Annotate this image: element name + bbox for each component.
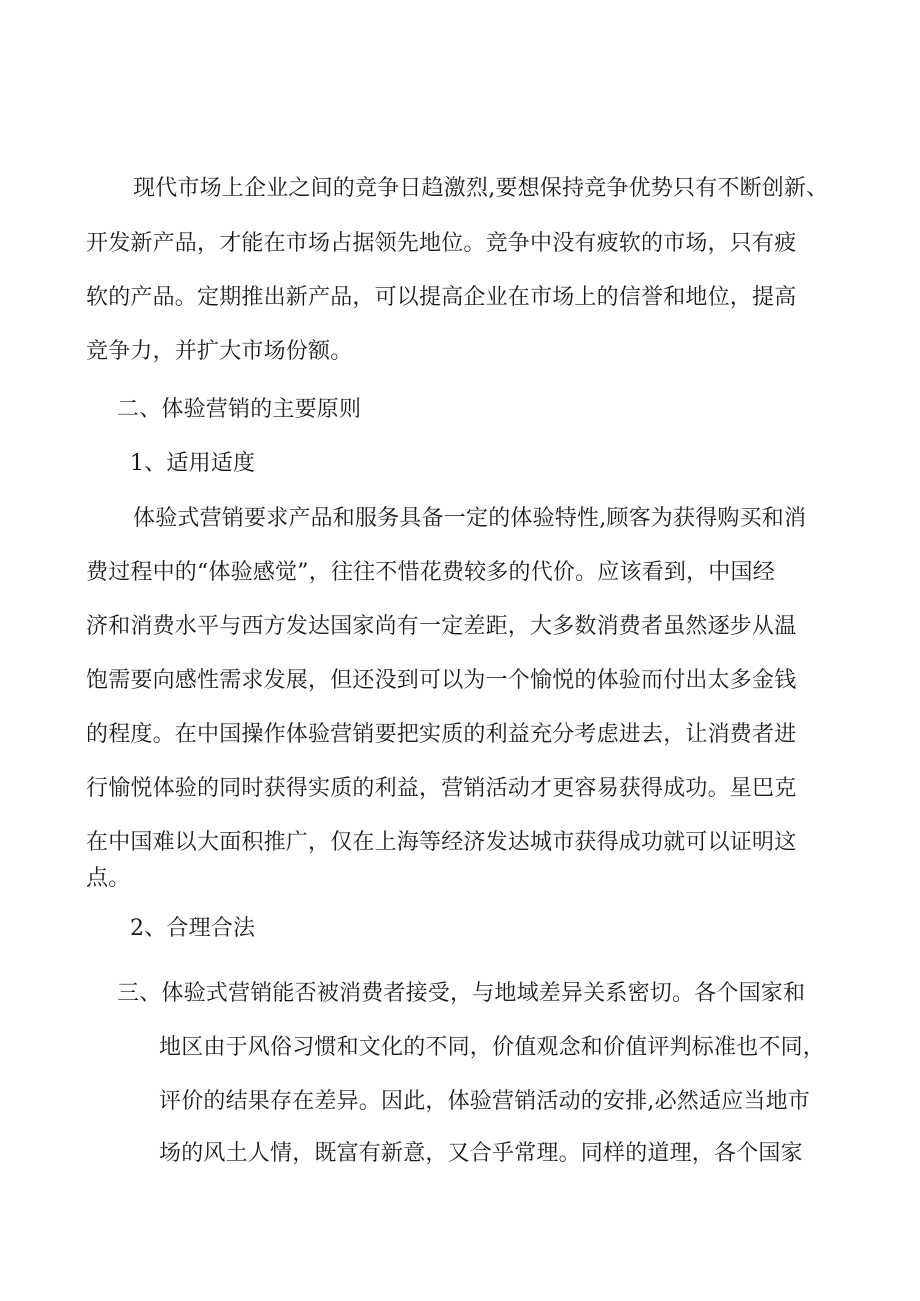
text-line: 三、体验式营销能否被消费者接受，与地域差异关系密切。各个国家和 [117, 981, 806, 1006]
text-line: 场的风土人情，既富有新意，又合乎常理。同样的道理，各个国家 [159, 1141, 803, 1166]
text-line: 点。 [86, 866, 131, 891]
text-line: 体验式营销要求产品和服务具备一定的体验特性,顾客为获得购买和消 [133, 506, 807, 531]
section-heading: 二、体验营销的主要原则 [117, 397, 362, 422]
text-line: 的程度。在中国操作体验营销要把实质的利益充分考虑进去，让消费者进 [86, 722, 797, 747]
text-line: 竞争力，并扩大市场份额。 [86, 339, 353, 364]
subsection-heading: 1、适用适度 [130, 451, 256, 476]
text-line: 饱需要向感性需求发展，但还没到可以为一个愉悦的体验而付出太多金钱 [86, 668, 797, 693]
text-line: 行愉悦体验的同时获得实质的利益，营销活动才更容易获得成功。星巴克 [86, 776, 797, 801]
text-line: 开发新产品，才能在市场占据领先地位。竞争中没有疲软的市场，只有疲 [86, 231, 797, 256]
text-line: 评价的结果存在差异。因此，体验营销活动的安排,必然适应当地市 [159, 1089, 810, 1114]
subsection-heading: 2、合理合法 [130, 916, 256, 941]
text-line: 费过程中的“体验感觉”，往往不惜花费较多的代价。应该看到，中国经 [86, 560, 775, 585]
text-line: 现代市场上企业之间的竞争日趋激烈,要想保持竞争优势只有不断创新、 [133, 176, 829, 201]
text-line: 地区由于风俗习惯和文化的不同，价值观念和价值评判标准也不同， [159, 1035, 826, 1060]
text-line: 软的产品。定期推出新产品，可以提高企业在市场上的信誉和地位，提高 [86, 285, 797, 310]
text-line: 济和消费水平与西方发达国家尚有一定差距，大多数消费者虽然逐步从温 [86, 614, 797, 639]
text-line: 在中国难以大面积推广，仅在上海等经济发达城市获得成功就可以证明这 [86, 830, 797, 855]
